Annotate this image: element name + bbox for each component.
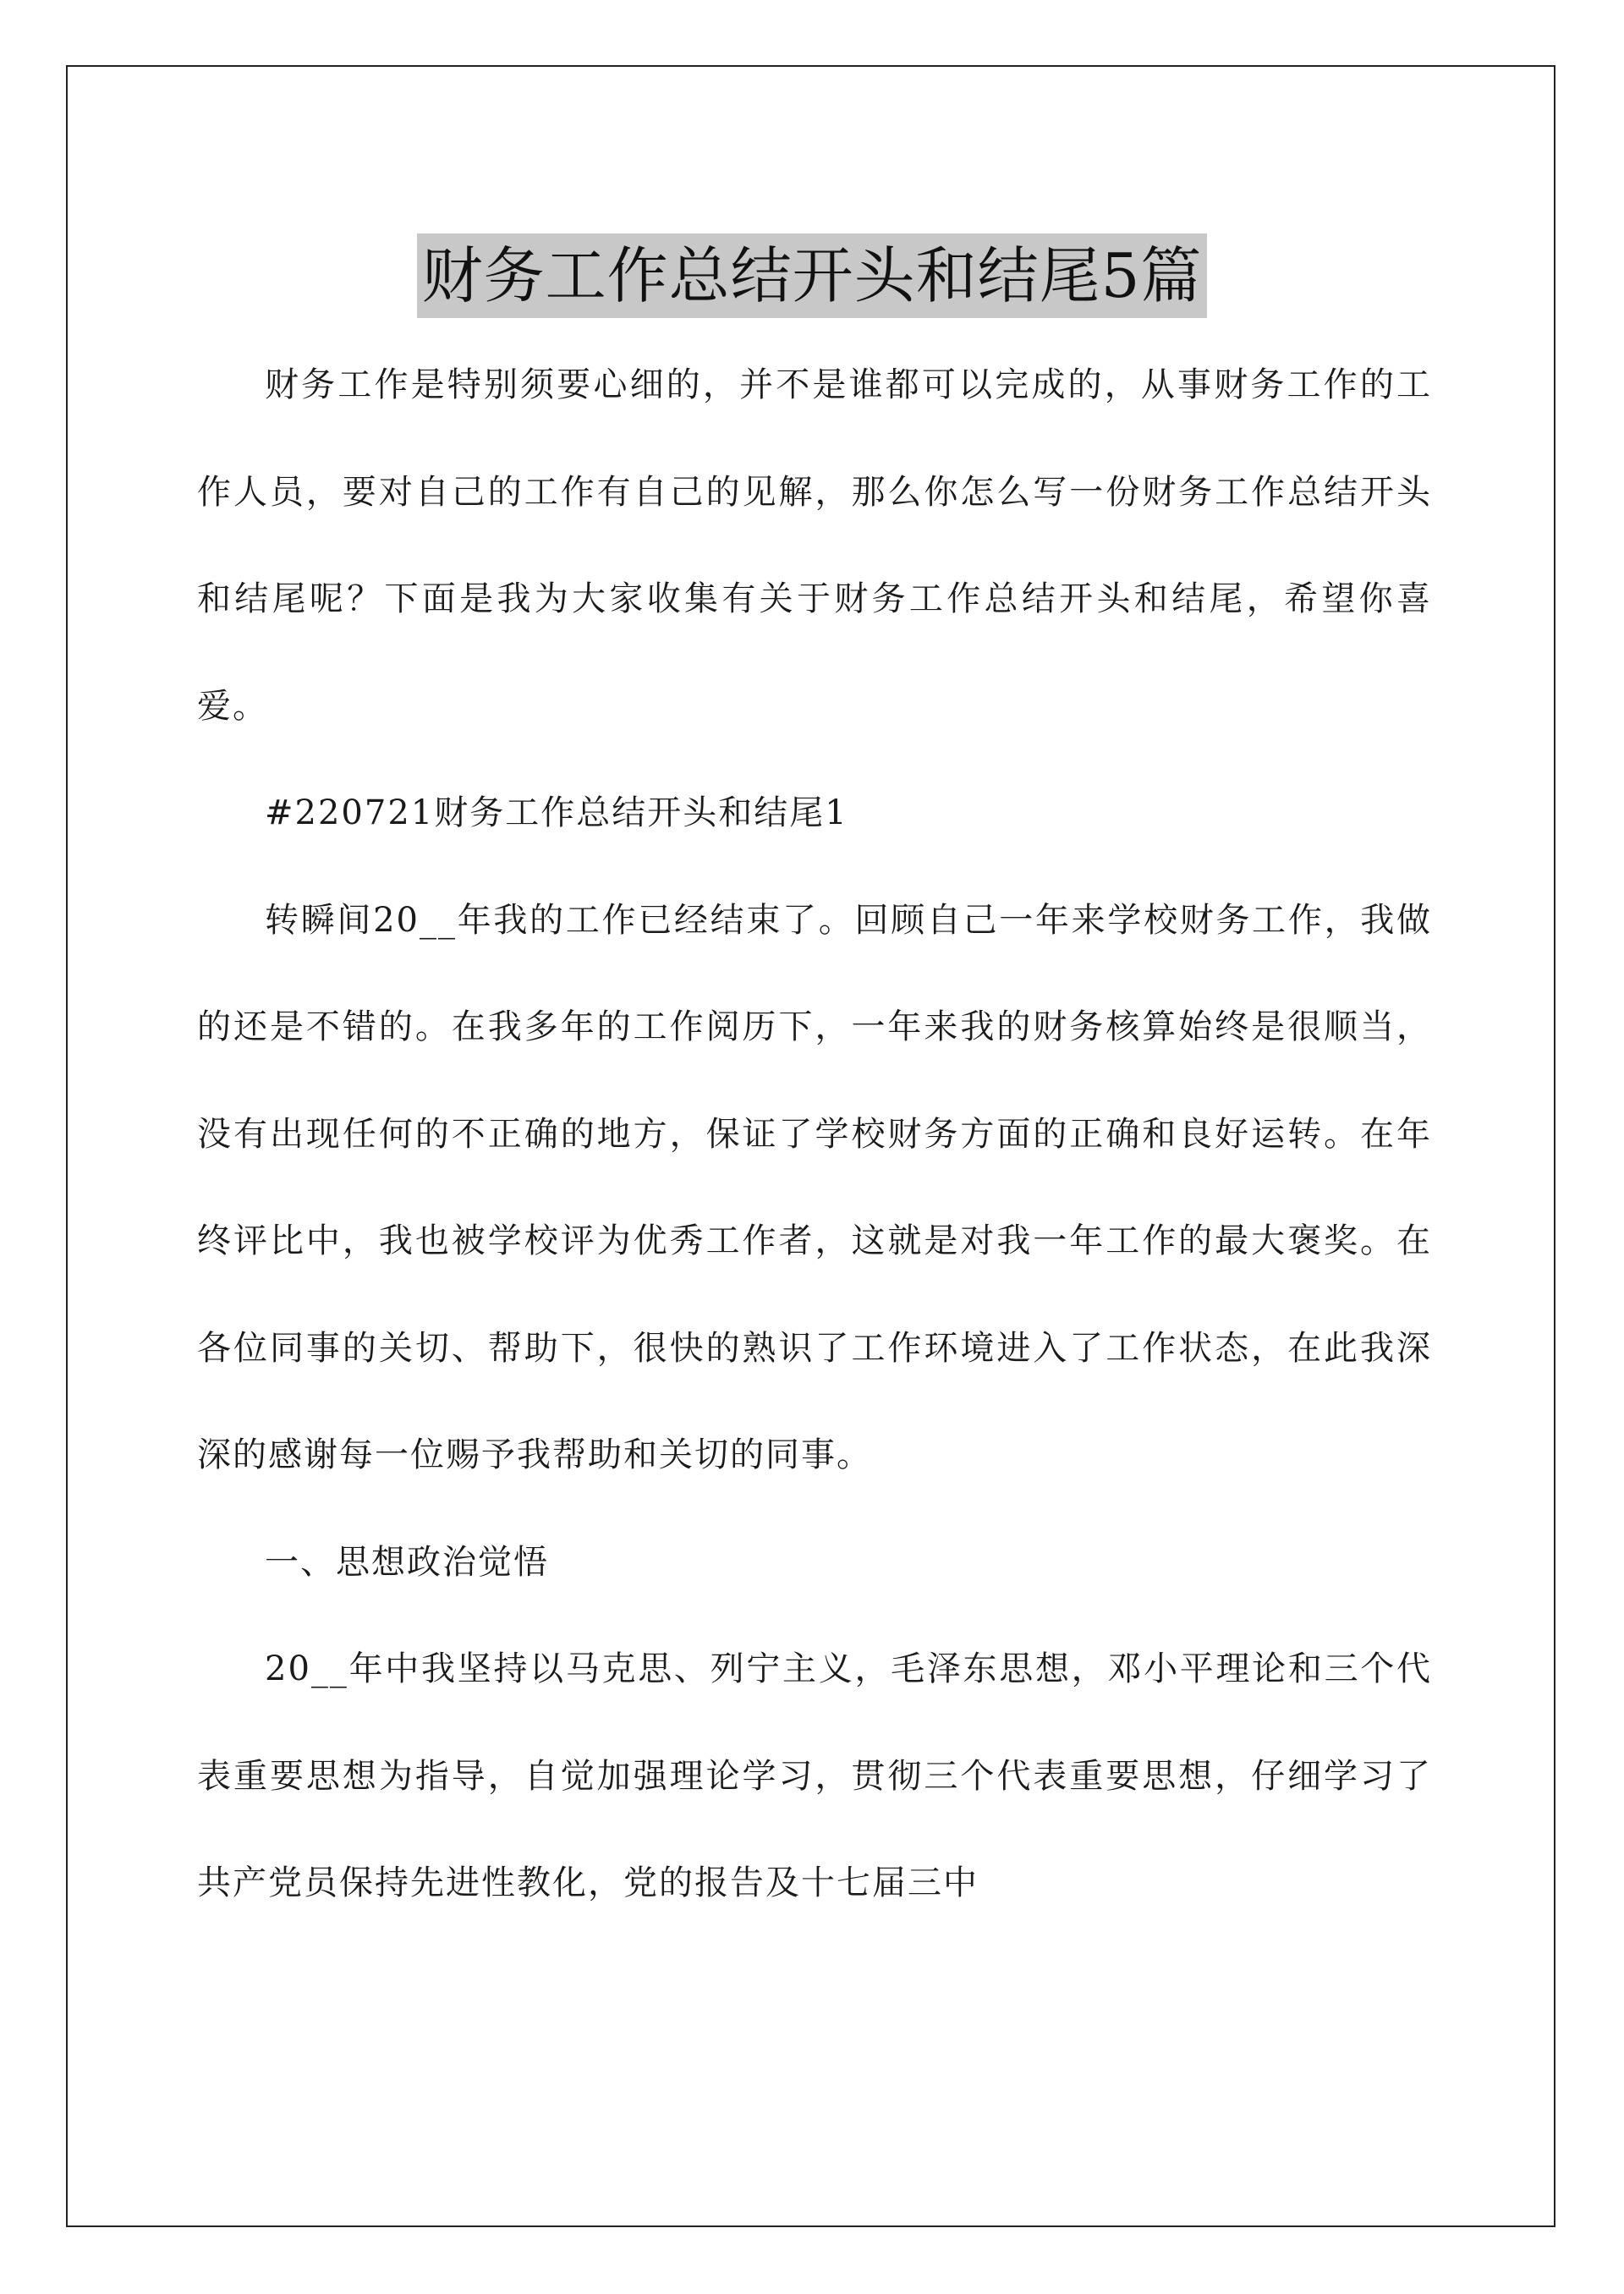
body-paragraph: 20__年中我坚持以马克思、列宁主义，毛泽东思想，邓小平理论和三个代表重要思想为指导，自觉加强理论学习，贯彻三个代表重要思想，仔细学习了共产党员保持先进性教化，党的报告及十七届三中 bbox=[197, 1649, 1432, 1902]
section-heading-1: #220721财务工作总结开头和结尾1 bbox=[265, 793, 848, 832]
intro-paragraph: 财务工作是特别须要心细的，并不是谁都可以完成的，从事财务工作的工作人员，要对自己的工作有自己的见解，那么你怎么写一份财务工作总结开头和结尾呢？下面是我为大家收集有关于财务工作总结开头和结尾，希望你喜爱。 bbox=[197, 365, 1432, 726]
document-title: 财务工作总结开头和结尾5篇 bbox=[417, 233, 1208, 318]
body-paragraph: 转瞬间20__年我的工作已经结束了。回顾自己一年来学校财务工作，我做的还是不错的。在我多年的工作阅历下，一年来我的财务核算始终是很顺当，没有出现任何的不正确的地方，保证了学校财务方面的正确和良好运转。在年终评比中，我也被学校评为优秀工作者，这就是对我一年工作的最大褒奖。在各位同事的关切、帮助下，很快的熟识了工作环境进入了工作状态，在此我深深的感谢每一位赐予我帮助和关切的同事。 bbox=[197, 900, 1432, 1474]
subsection-heading: 一、思想政治觉悟 bbox=[265, 1542, 549, 1582]
document-body bbox=[197, 332, 1432, 1937]
